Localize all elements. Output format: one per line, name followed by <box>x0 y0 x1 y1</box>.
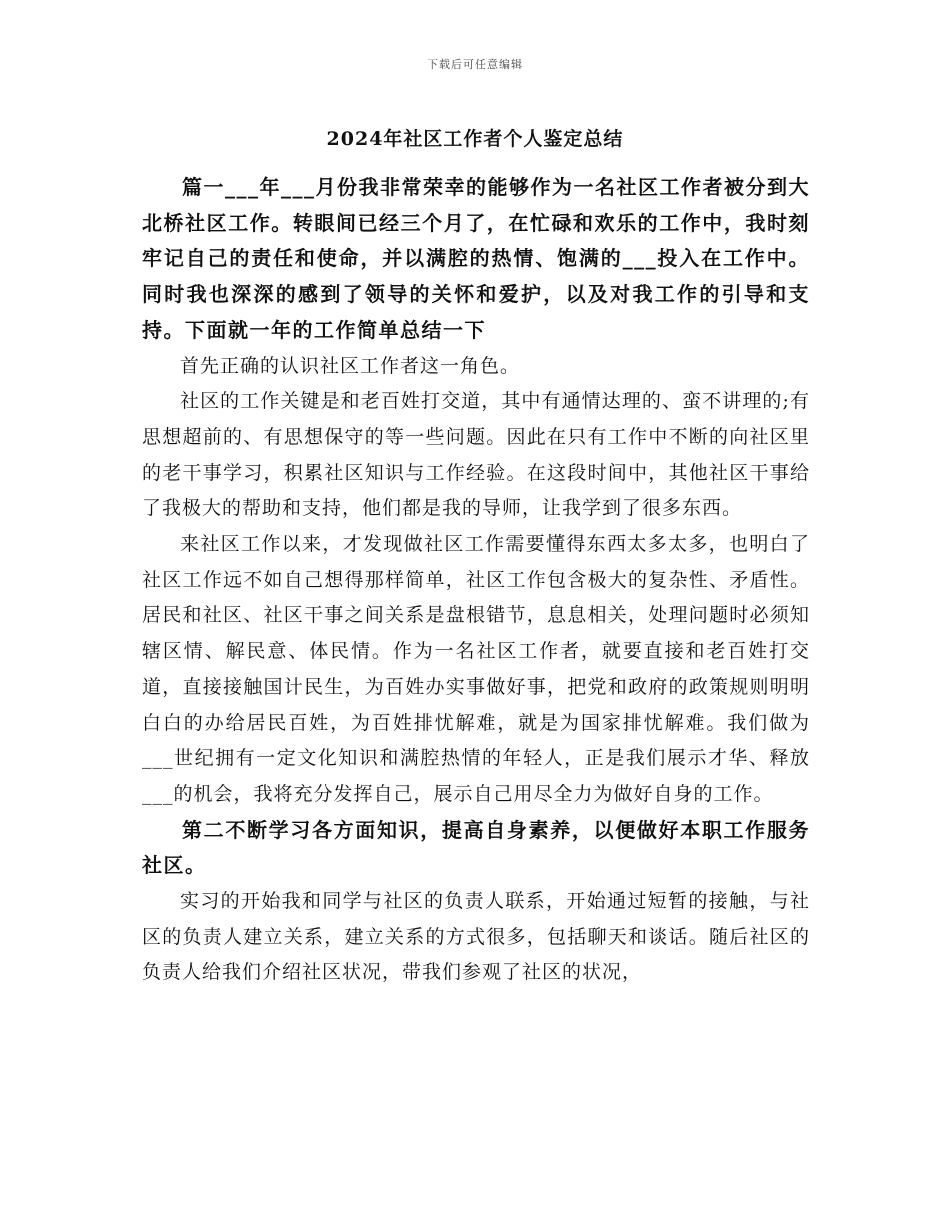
paragraph-role: 首先正确的认识社区工作者这一角色。 <box>180 354 521 377</box>
paragraph-section-two-heading: 第二不断学习各方面知识，提高自身素养，以便做好本职工作服务社区。 <box>142 817 810 878</box>
paragraph-community-work: 社区的工作关键是和老百姓打交道，其中有通情达理的、蛮不讲理的;有思想超前的、有思想保守的等一些问题。因此在只有工作中不断的向社区里的老干事学习，积累社区知识与工作经验。在这段时间中，其他社区干事给了我极大的帮助和支持，他们都是我的导师，让我学到了很多东西。 <box>142 390 810 520</box>
paragraph-experience: 来社区工作以来，才发现做社区工作需要懂得东西太多太多，也明白了社区工作远不如自己想得那样简单，社区工作包含极大的复杂性、矛盾性。居民和社区、社区干事之间关系是盘根错节，息息相关，处理问题时必须知辖区情、解民意、体民情。作为一名社区工作者，就要直接和老百姓打交道，直接接触国计民生，为百姓办实事做好事，把党和政府的政策规则明明白白的办给居民百姓，为百姓排忧解难，就是为国家排忧解难。我们做为___世纪拥有一定文化知识和满腔热情的年轻人，正是我们展示才华、释放___的机会，我将充分发挥自己，展示自己用尽全力为做好自身的工作。 <box>142 533 810 805</box>
paragraph-intro: 篇一___年___月份我非常荣幸的能够作为一名社区工作者被分到大北桥社区工作。转眼间已经三个月了，在忙碌和欢乐的工作中，我时刻牢记自己的责任和使命，并以满腔的热情、饱满的___投入在工作中。同时我也深深的感到了领导的关怀和爱护，以及对我工作的引导和支持。下面就一年的工作简单总结一下 <box>142 175 810 342</box>
document-body <box>142 170 810 991</box>
paragraph-internship: 实习的开始我和同学与社区的负责人联系，开始通过短暂的接触，与社区的负责人建立关系，建立关系的方式很多，包括聊天和谈话。随后社区的负责人给我们介绍社区状况，带我们参观了社区的状况， <box>142 890 810 984</box>
page-header-note: 下载后可任意编辑 <box>427 58 523 71</box>
document-title: 2024年社区工作者个人鉴定总结 <box>326 128 624 150</box>
